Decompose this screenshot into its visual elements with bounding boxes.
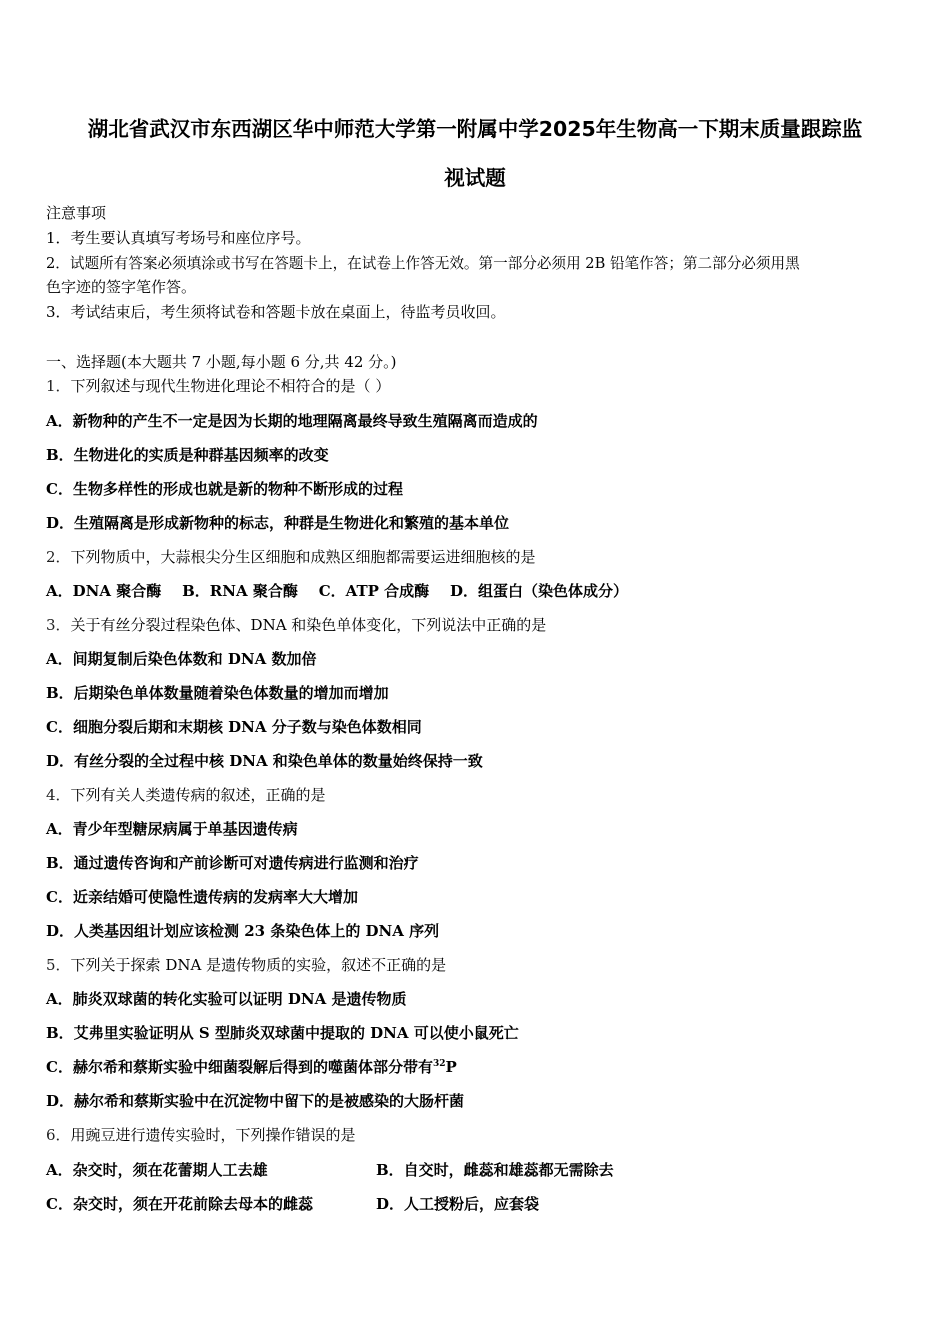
option-text: C．赫尔希和蔡斯实验中细菌裂解后得到的噬菌体部分带有	[46, 1058, 433, 1076]
question-stem: 关于有丝分裂过程染色体、DNA 和染色单体变化，下列说法中正确的是	[70, 616, 547, 634]
question-1	[46, 375, 390, 396]
q4-option-d: D．人类基因组计划应该检测 23 条染色体上的 DNA 序列	[46, 922, 440, 940]
section-heading: 一、选择题(本大题共 7 小题,每小题 6 分,共 42 分。)	[46, 353, 397, 371]
question-stem: 下列关于探索 DNA 是遗传物质的实验，叙述不正确的是	[70, 956, 447, 974]
q1-option-d: D．生殖隔离是形成新物种的标志，种群是生物进化和繁殖的基本单位	[46, 514, 510, 532]
question-number: 2．	[46, 548, 71, 566]
q6-option-b: B．自交时，雌蕊和雄蕊都无需除去	[376, 1161, 614, 1179]
notice-item-1: 1．考生要认真填写考场号和座位序号。	[46, 229, 311, 247]
q3-option-d: D．有丝分裂的全过程中核 DNA 和染色单体的数量始终保持一致	[46, 752, 483, 770]
q3-option-a: A．间期复制后染色体数和 DNA 数加倍	[46, 650, 317, 668]
question-4	[46, 784, 326, 805]
question-number: 3．	[46, 616, 71, 634]
option-element: P	[445, 1058, 457, 1076]
question-number: 6．	[46, 1126, 71, 1144]
q1-option-a: A．新物种的产生不一定是因为长期的地理隔离最终导致生殖隔离而造成的	[46, 412, 538, 430]
q3-option-b: B．后期染色单体数量随着染色体数量的增加而增加	[46, 684, 389, 702]
question-number: 5．	[46, 956, 71, 974]
q5-option-a: A．肺炎双球菌的转化实验可以证明 DNA 是遗传物质	[46, 990, 407, 1008]
q6-option-c: C．杂交时，须在开花前除去母本的雌蕊	[46, 1195, 313, 1213]
question-6	[46, 1124, 356, 1145]
superscript-mass-number: 32	[432, 1059, 446, 1069]
exam-title-line2: 视试题	[444, 166, 506, 190]
q3-option-c: C．细胞分裂后期和末期核 DNA 分子数与染色体数相同	[46, 718, 422, 736]
q4-option-b: B．通过遗传咨询和产前诊断可对遗传病进行监测和治疗	[46, 854, 419, 872]
question-number: 4．	[46, 786, 71, 804]
question-stem: 用豌豆进行遗传实验时，下列操作错误的是	[70, 1126, 356, 1144]
q5-option-b: B．艾弗里实验证明从 S 型肺炎双球菌中提取的 DNA 可以使小鼠死亡	[46, 1024, 519, 1042]
notice-item-3: 3．考试结束后，考生须将试卷和答题卡放在桌面上，待监考员收回。	[46, 303, 506, 321]
notice-item-2-cont: 色字迹的签字笔作答。	[46, 278, 197, 296]
question-stem: 下列叙述与现代生物进化理论不相符合的是（ ）	[70, 377, 391, 395]
question-3	[46, 614, 546, 635]
question-stem: 下列物质中，大蒜根尖分生区细胞和成熟区细胞都需要运进细胞核的是	[70, 548, 536, 566]
exam-title-line1: 湖北省武汉市东西湖区华中师范大学第一附属中学2025年生物高一下期末质量跟踪监	[87, 117, 863, 141]
q4-option-a: A．青少年型糖尿病属于单基因遗传病	[46, 820, 298, 838]
notice-heading: 注意事项	[46, 204, 107, 222]
question-stem: 下列有关人类遗传病的叙述，正确的是	[70, 786, 326, 804]
q5-option-c	[46, 1056, 457, 1077]
q1-option-c: C．生物多样性的形成也就是新的物种不断形成的过程	[46, 480, 403, 498]
q6-option-d: D．人工授粉后，应套袋	[376, 1195, 540, 1213]
question-number: 1．	[46, 377, 71, 395]
q6-option-a: A．杂交时，须在花蕾期人工去雄	[46, 1161, 268, 1179]
question-2	[46, 546, 536, 567]
q4-option-c: C．近亲结婚可使隐性遗传病的发病率大大增加	[46, 888, 358, 906]
question-5	[46, 954, 446, 975]
q1-option-b: B．生物进化的实质是种群基因频率的改变	[46, 446, 329, 464]
notice-item-2: 2．试题所有答案必须填涂或书写在答题卡上，在试卷上作答无效。第一部分必须用 2B 铅笔作答；第二部分必须用黑	[46, 255, 800, 272]
q2-options: A．DNA 聚合酶 B．RNA 聚合酶 C．ATP 合成酶 D．组蛋白（染色体成分）	[46, 582, 629, 600]
q5-option-d: D．赫尔希和蔡斯实验中在沉淀物中留下的是被感染的大肠杆菌	[46, 1092, 465, 1110]
